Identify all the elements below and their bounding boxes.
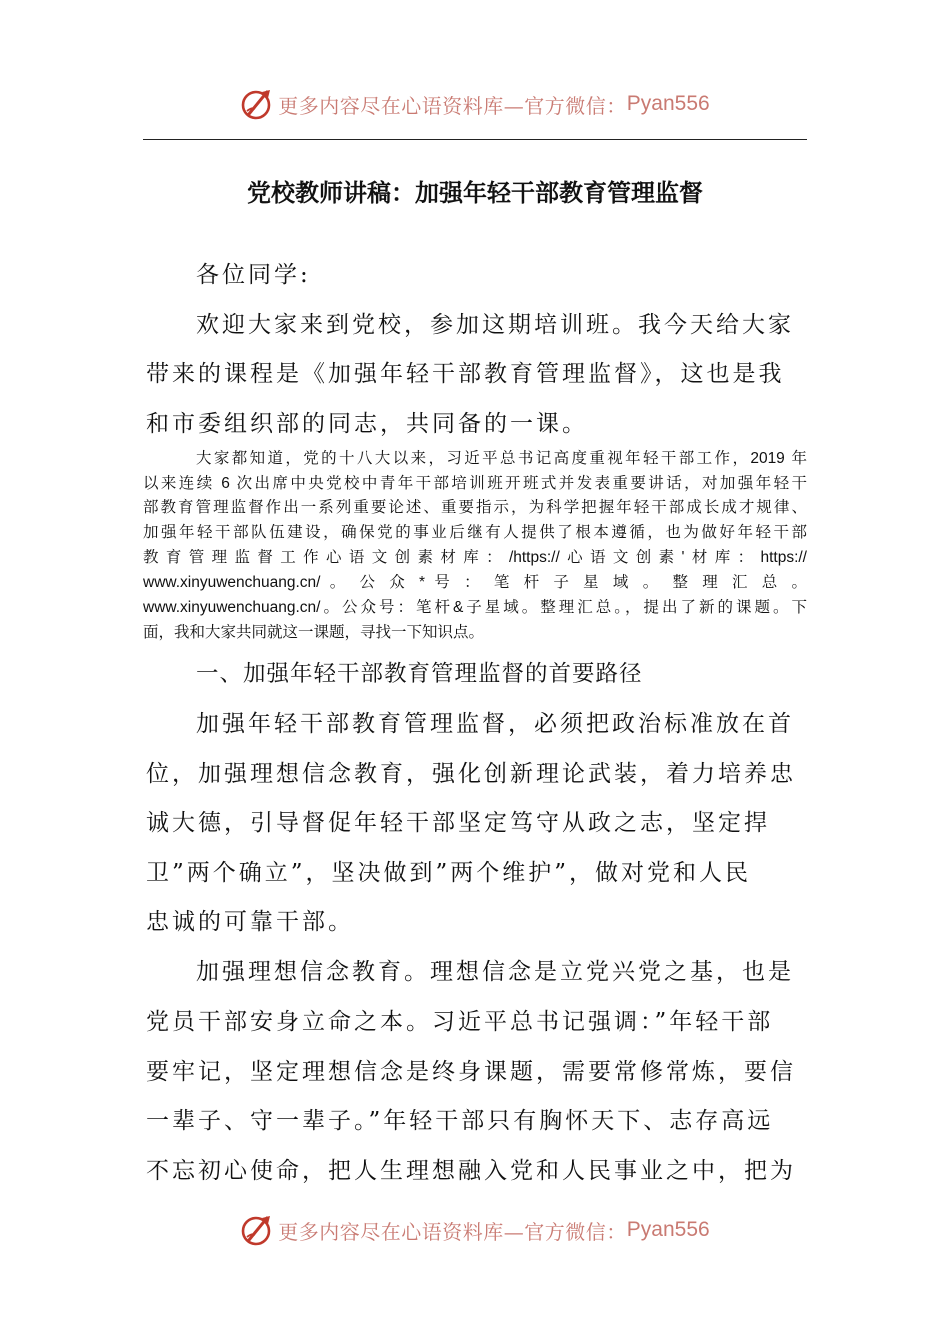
section-line: 诚大德，引导督促年轻干部坚定笃守从政之志，坚定捍 bbox=[146, 810, 770, 836]
intro-line: 带来的课程是《加强年轻干部教育管理监督》，这也是我 bbox=[146, 361, 785, 387]
small-paragraph-line: 加强年轻干部队伍建设，确保党的事业后继有人提供了根本遵循，也为做好年轻干部 bbox=[143, 524, 807, 541]
section-line: 加强理想信念教育。理想信念是立党兴党之基，也是 bbox=[196, 959, 794, 985]
small-paragraph-line: 面，我和大家共同就这一课题，寻找一下知识点。 bbox=[143, 624, 485, 641]
small-paragraph-line: 大家都知道，党的十八大以来，习近平总书记高度重视年轻干部工作，2019 年 bbox=[196, 450, 807, 467]
small-paragraph-line: 部教育管理监督作出一系列重要论述、重要指示，为科学把握年轻干部成长成才规律、 bbox=[143, 499, 807, 516]
small-paragraph-line: www.xinyuwenchuang.cn/。公众号：笔杆&子星域。整理汇总。，提出了新的课题。下 bbox=[143, 599, 807, 616]
document-title: 党校教师讲稿：加强年轻干部教育管理监督 bbox=[247, 178, 703, 207]
intro-line: 和市委组织部的同志，共同备的一课。 bbox=[146, 411, 588, 437]
section-line: 加强年轻干部教育管理监督，必须把政治标准放在首 bbox=[196, 711, 794, 737]
watermark-text: 更多内容尽在心语资料库—官方微信： bbox=[278, 1219, 627, 1244]
watermark-wechat-id: Pyan556 bbox=[626, 1218, 710, 1241]
footer-watermark bbox=[0, 1210, 950, 1250]
small-paragraph-line: 以来连续 6 次出席中央党校中青年干部培训班开班式并发表重要讲话，对加强年轻干 bbox=[143, 475, 807, 492]
small-paragraph-line: 教育管理监督工作心语文创素材库：/https://心语文创素'材库：https:// bbox=[143, 549, 807, 566]
watermark-text: 更多内容尽在心语资料库—官方微信： bbox=[278, 93, 627, 118]
section-line: 卫”两个确立”，坚决做到”两个维护”，做对党和人民 bbox=[146, 860, 752, 886]
section-line: 一辈子、守一辈子。”年轻干部只有胸怀天下、志存高远 bbox=[146, 1108, 774, 1134]
intro-line: 欢迎大家来到党校，参加这期培训班。我今天给大家 bbox=[196, 312, 794, 338]
section-line: 党员干部安身立命之本。习近平总书记强调：”年轻干部 bbox=[146, 1009, 774, 1035]
section-heading: 一、加强年轻干部教育管理监督的首要路径 bbox=[196, 661, 643, 687]
section-line: 忠诚的可靠干部。 bbox=[146, 909, 354, 935]
salutation: 各位同学: bbox=[196, 262, 311, 288]
section-line: 位，加强理想信念教育，强化创新理论武装，着力培养忠 bbox=[146, 761, 796, 787]
watermark-wechat-id: Pyan556 bbox=[626, 92, 710, 115]
header-divider bbox=[143, 139, 807, 140]
header-watermark bbox=[0, 84, 950, 124]
small-paragraph-line: www.xinyuwenchuang.cn/ 。 公 众 * 号 ： 笔 杆 子 星 域 。 整 理 汇 总 。 bbox=[143, 574, 807, 591]
section-line: 要牢记，坚定理想信念是终身课题，需要常修常炼，要信 bbox=[146, 1059, 796, 1085]
pen-logo-icon bbox=[240, 87, 274, 121]
section-line: 不忘初心使命，把人生理想融入党和人民事业之中，把为 bbox=[146, 1158, 796, 1184]
pen-logo-icon bbox=[240, 1213, 274, 1247]
